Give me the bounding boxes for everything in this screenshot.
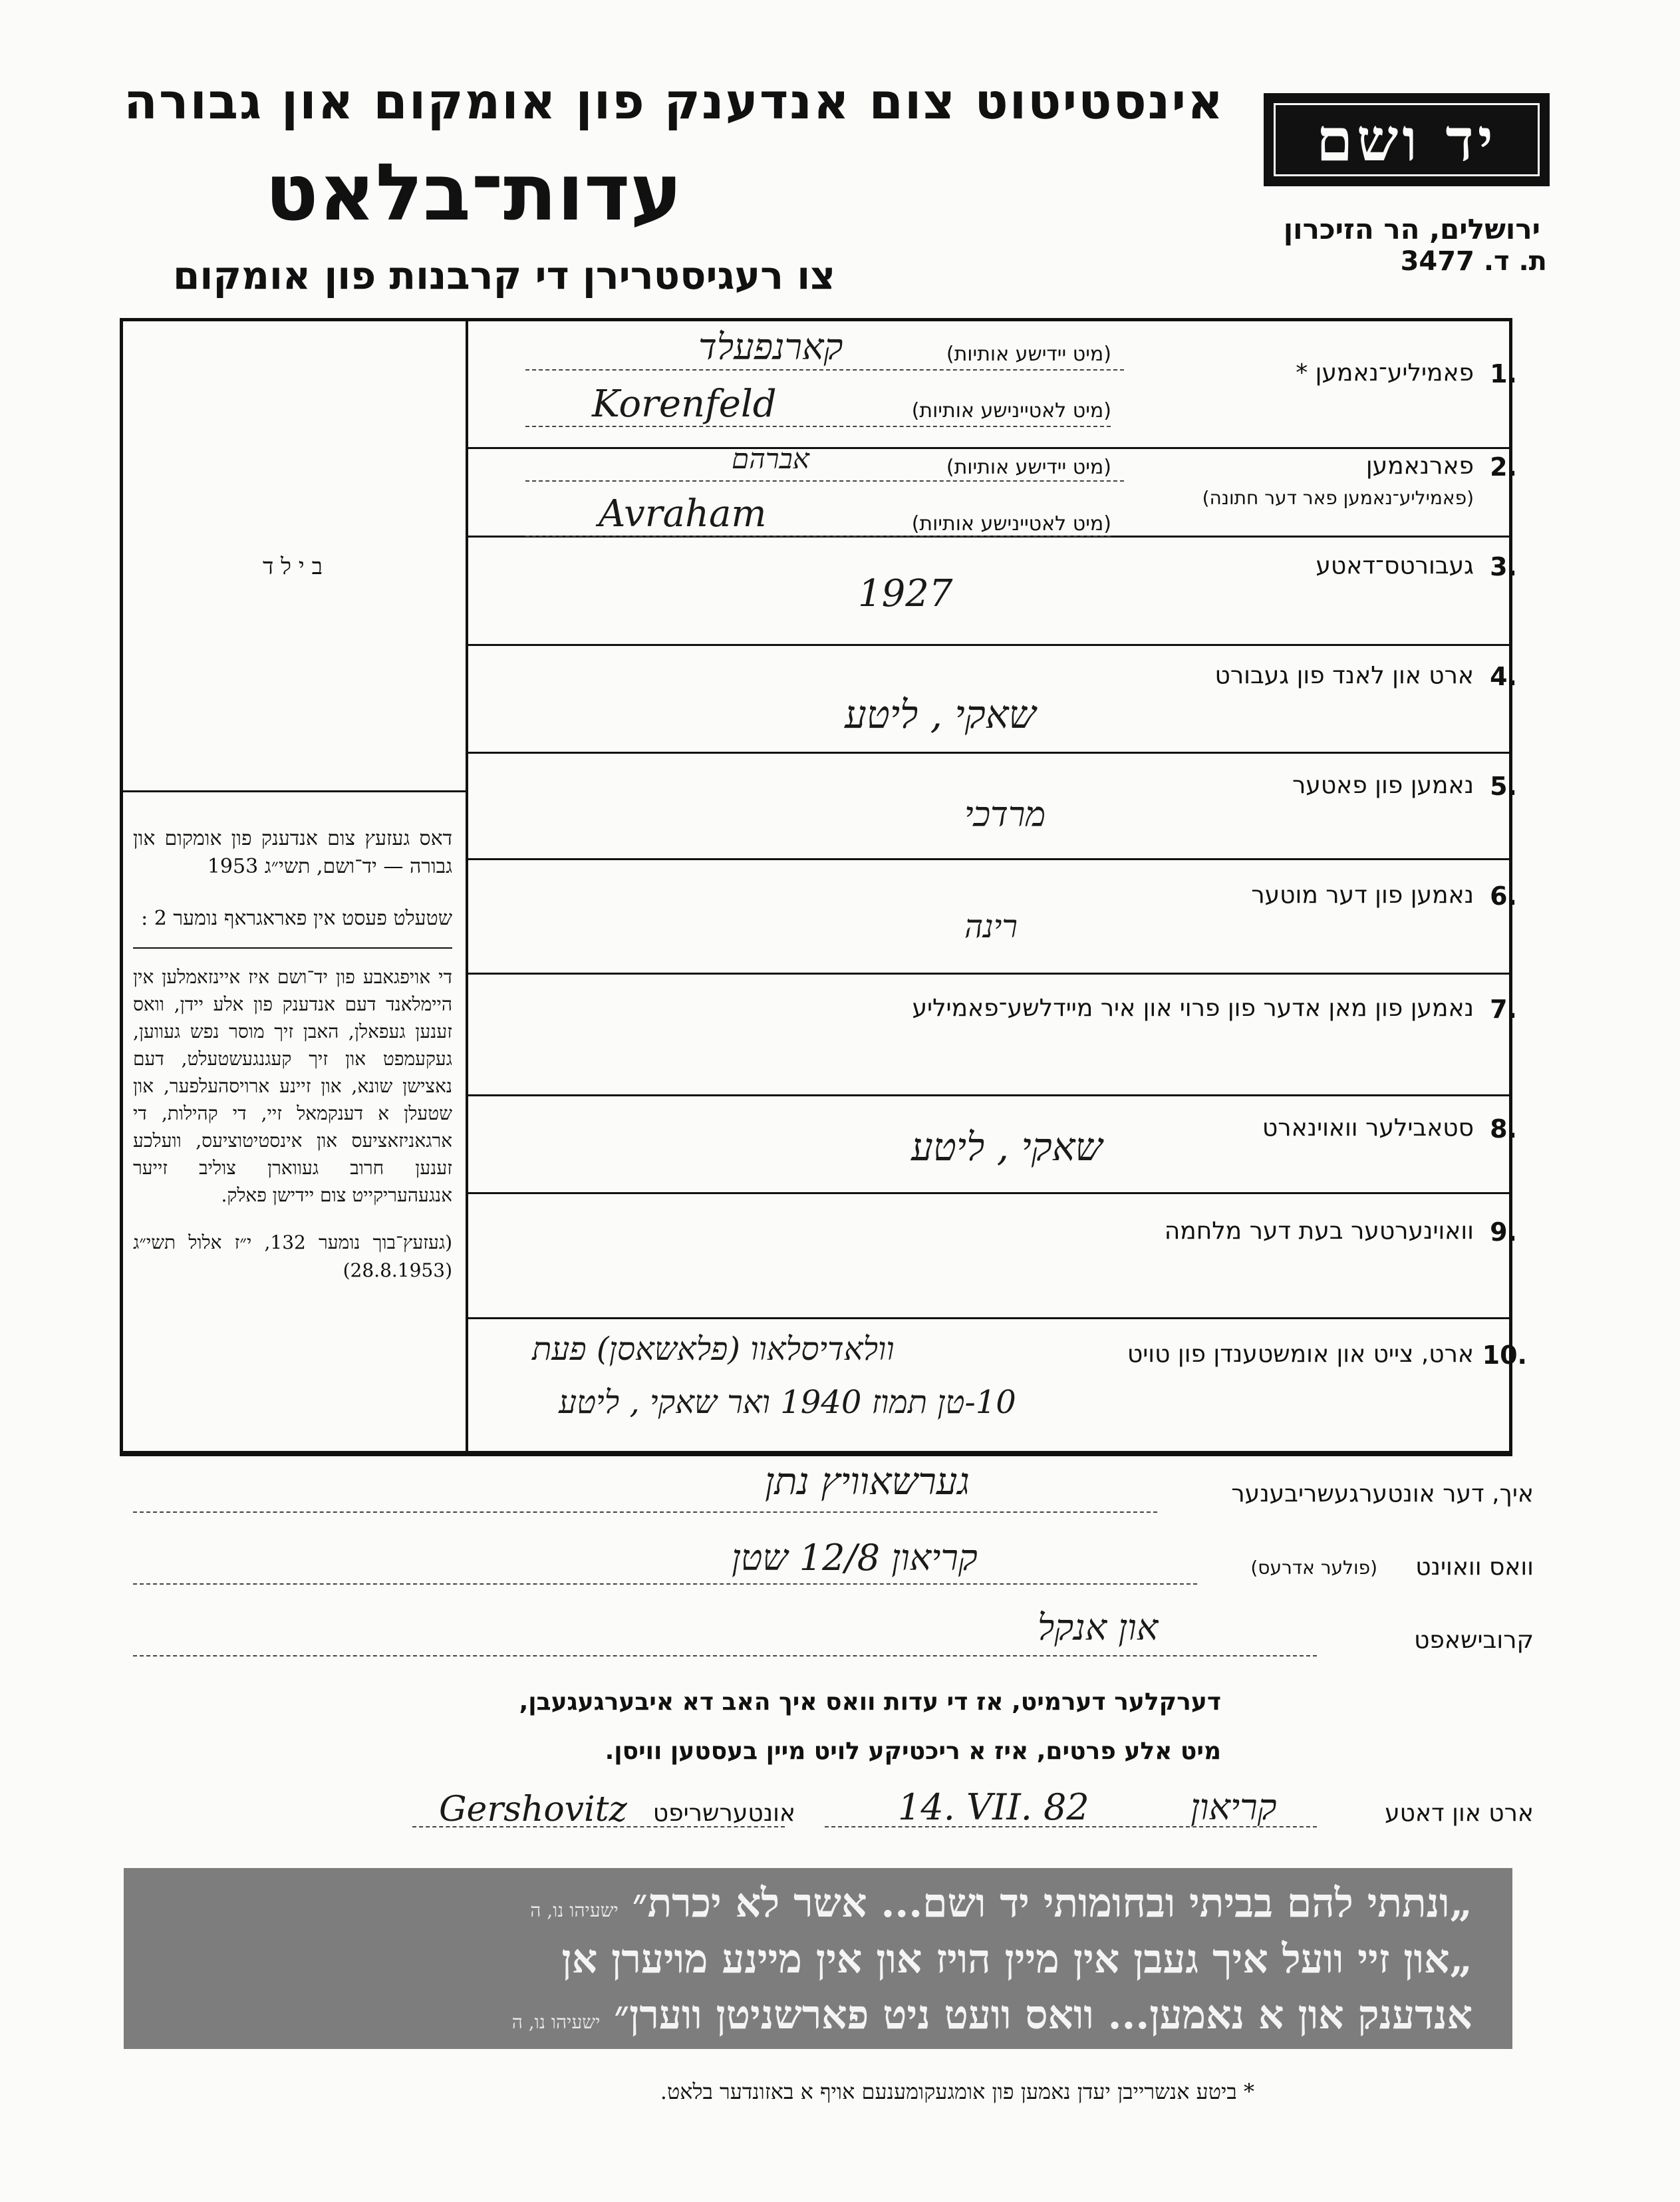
- field-2-number: 2.: [1490, 452, 1517, 482]
- field-10-number: 10.: [1482, 1340, 1527, 1370]
- declarant-address-line: [133, 1583, 1197, 1585]
- field-1-line-1: [525, 369, 1124, 371]
- row-sep-8: [466, 1317, 1512, 1319]
- form-title: עדות־בלאט: [265, 146, 682, 238]
- field-2-value-latin[interactable]: Avraham: [599, 492, 767, 536]
- quote-line-1: [530, 1880, 1472, 1927]
- quote-line-1-text: „ונתתי להם בביתי ובחומותי יד ושם... אשר לא יכרת״: [632, 1880, 1472, 1927]
- row-sep-1: [466, 447, 1512, 449]
- row-sep-5: [466, 973, 1512, 975]
- side-note: [133, 825, 452, 1285]
- field-1-hint-yiddish: (מיט יידישע אותיות): [946, 343, 1111, 366]
- field-10-value-line-1[interactable]: וולאדיסלאוו (פלאשאסן) פעת: [532, 1331, 895, 1368]
- declarant-name-line: [133, 1511, 1157, 1513]
- row-sep-3: [466, 752, 1512, 754]
- quote-band: [124, 1868, 1512, 2049]
- row-sep-4: [466, 858, 1512, 860]
- declarant-name-value[interactable]: גערשאוויץ נתן: [765, 1460, 970, 1503]
- field-2-line-2: [525, 536, 1111, 537]
- declarant-address-sublabel: (פולער אדרעס): [1250, 1557, 1377, 1579]
- side-note-paragraph: שטעלט פעסט אין פאראגראף נומער 2 :: [141, 907, 452, 930]
- field-1-number: 1.: [1490, 359, 1517, 389]
- place-value[interactable]: קריאון: [1190, 1786, 1277, 1828]
- column-divider: [466, 318, 468, 1454]
- field-2-value-yiddish[interactable]: אברהם: [732, 442, 809, 475]
- field-5-value[interactable]: מרדכי: [964, 795, 1046, 835]
- row-sep-7: [466, 1192, 1512, 1194]
- field-1-value-latin[interactable]: Korenfeld: [592, 383, 777, 426]
- side-note-ref: (געזעץ־בוך נומער 132, י״ז אלול תשי״ג (28.8.1953): [133, 1231, 452, 1281]
- field-5-number: 5.: [1490, 772, 1517, 801]
- quote-line-3-source: ישעיהו נו, ה: [511, 2011, 601, 2033]
- photo-label: ב י ל ד: [263, 553, 323, 580]
- yad-vashem-logo: [1264, 93, 1550, 186]
- field-8-value[interactable]: שאקי , ליטע: [911, 1124, 1103, 1170]
- field-6-label: נאמען פון דער מוטער: [1251, 881, 1474, 909]
- field-6-number: 6.: [1490, 881, 1517, 911]
- field-4-number: 4.: [1490, 662, 1517, 691]
- field-1-label: פאמיליע־נאמען *: [1296, 359, 1474, 387]
- signature-value[interactable]: Gershovitz: [439, 1790, 627, 1829]
- field-4-label: ארט און לאנד פון געבורט: [1214, 662, 1474, 689]
- field-8-label: סטאבילער וואוינארט: [1262, 1114, 1474, 1142]
- field-7-label: נאמען פון מאן אדער פון פרוי און איר מיידלשע־פאמיליע: [912, 995, 1474, 1022]
- field-2-label: פארנאמען: [1365, 452, 1474, 480]
- field-3-label: געבורטס־דאטע: [1316, 552, 1474, 579]
- field-10-value-line-2[interactable]: 10-טן תמוז 1940 ואר שאקי , ליטע: [559, 1384, 1016, 1421]
- quote-line-2: „און זיי וועל איך געבן אין מיין הויז און אין מיינע מויערן אן: [561, 1936, 1472, 1982]
- photo-box: [122, 321, 463, 789]
- statement-line-2: מיט אלע פרטים, איז א ריכטיקע לויט מיין בעסטען וויסן.: [605, 1738, 1221, 1765]
- field-2-hint-yiddish: (מיט יידישע אותיות): [946, 456, 1111, 479]
- row-sep-2: [466, 644, 1512, 646]
- relation-label: קרובישאפט: [1414, 1627, 1534, 1654]
- field-8-number: 8.: [1490, 1114, 1517, 1144]
- field-6-value[interactable]: רינה: [964, 908, 1018, 945]
- quote-line-3-text: אנדענק און א נאמען... וואס וועט ניט פארשניטן ווערן״: [614, 1992, 1472, 2038]
- field-3-value[interactable]: 1927: [858, 572, 953, 615]
- quote-line-3: [512, 1992, 1472, 2038]
- form-subtitle: צו רעגיסטרירן די קרבנות פון אומקום: [173, 253, 835, 298]
- declarant-address-value[interactable]: קריאון 12/8 שטן: [732, 1537, 978, 1579]
- date-value[interactable]: 14. VII. 82: [898, 1786, 1089, 1828]
- field-1-line-2: [525, 426, 1111, 427]
- quote-line-1-source: ישעיהו נו, ה: [530, 1899, 619, 1921]
- side-note-law: דאס געזעץ צום אנדענק פון אומקום און גבורה — יד־ושם, תשי״ג 1953: [133, 827, 452, 878]
- declarant-address-label: וואס וואוינט: [1415, 1553, 1534, 1581]
- field-2-line-1: [525, 480, 1124, 482]
- address-line-1: ירושלים, הר הזיכרון: [1283, 213, 1540, 245]
- field-2-sublabel: (פאמיליע־נאמען פאר דער חתונה): [1202, 487, 1474, 509]
- statement-line-1: דערקלער דערמיט, אז די עדות וואס איך האב דא איבערגעגעבן,: [519, 1688, 1221, 1716]
- address-line-2: ת. ד. 3477: [1400, 246, 1547, 277]
- footnote: * ביטע אנשרייבן יעדן נאמען פון אומגעקומענעם אויף א באזונדער בלאט.: [660, 2079, 1254, 2104]
- field-9-label: וואוינערטער בעת דער מלחמה: [1164, 1217, 1474, 1245]
- logo-text: יד ושם: [1274, 103, 1540, 176]
- field-5-label: נאמען פון פאטער: [1292, 772, 1474, 799]
- field-2-hint-latin: (מיט לאטיינישע אותיות): [911, 512, 1111, 536]
- field-10-label: ארט, צייט און אומשטענדן פון טויט: [1127, 1340, 1474, 1368]
- relation-value[interactable]: און אנקל: [1038, 1607, 1159, 1649]
- field-1-value-yiddish[interactable]: קארנפעלד: [698, 326, 843, 368]
- photo-box-bottom: [120, 790, 467, 792]
- declarant-name-label: איך, דער אונטערגעשריבענער: [1231, 1480, 1534, 1507]
- side-note-divider: [133, 947, 452, 949]
- field-3-number: 3.: [1490, 552, 1517, 581]
- field-1-hint-latin: (מיט לאטיינישע אותיות): [911, 399, 1111, 422]
- field-4-value[interactable]: שאקי , ליטע: [845, 692, 1036, 737]
- place-date-label: ארט און דאטע: [1385, 1800, 1534, 1827]
- signature-label: אונטערשריפט: [652, 1800, 795, 1827]
- row-sep-6: [466, 1094, 1512, 1096]
- side-note-text: די אויפגאבע פון יד־ושם איז איינזאמלען אין היימלאנד דעם אנדענק פון אלע יידן, וואס זענען געפאלן, האבן זיך מוסר נפש געווען, געקעמפט און זיך קעגנגעשטעלט, דעם נאצישן שונא, און זיינע ארויסהעלפער, און שטעלן א דענקמאל זיי, די קהילות, די ארגאניזאציעס און אינסטיטוציעס, וועלכע זענען חרוב געווארן צוליב זייער אנגעהעריקייט צום יידישן פאלק.: [133, 966, 452, 1206]
- frame-bottom-line: [120, 1454, 1512, 1456]
- institute-name: אינסטיטוט צום אנדענק פון אומקום און גבורה: [124, 73, 1224, 130]
- relation-line: [133, 1655, 1317, 1656]
- field-9-number: 9.: [1490, 1217, 1517, 1247]
- field-7-number: 7.: [1490, 995, 1517, 1024]
